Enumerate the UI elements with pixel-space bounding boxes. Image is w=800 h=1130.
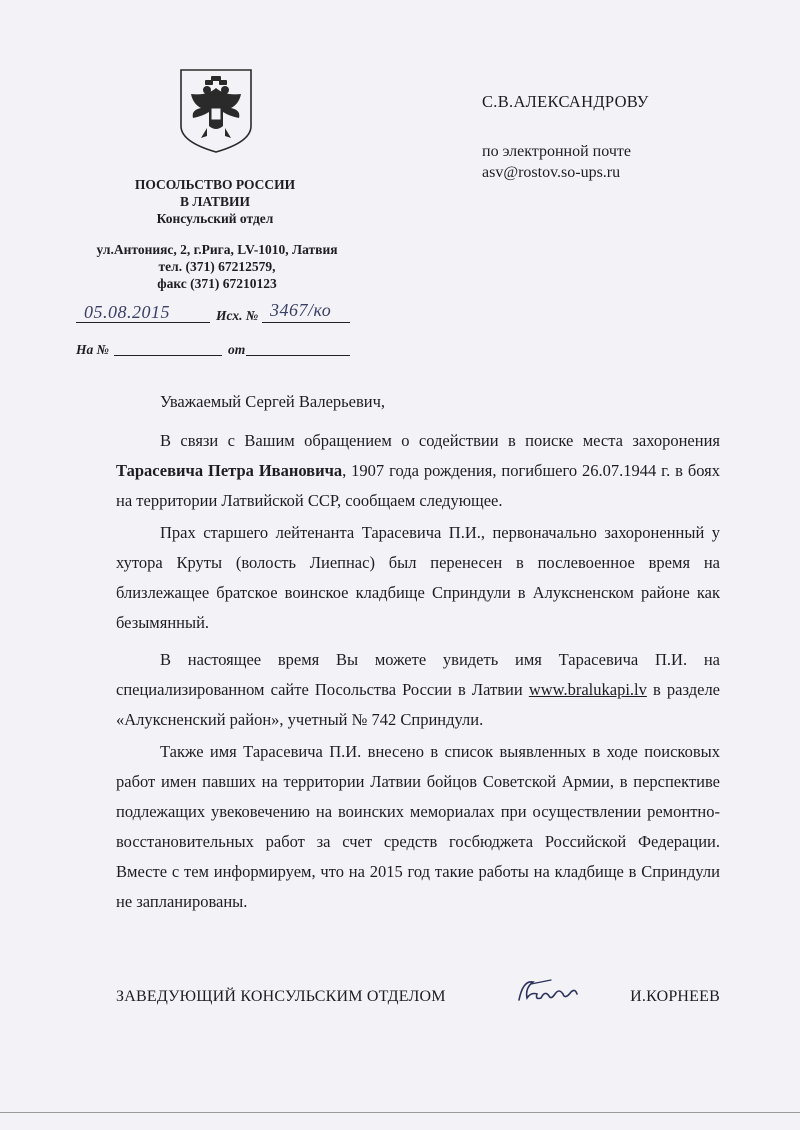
paragraph-2 bbox=[116, 518, 720, 638]
org-line-1: ПОСОЛЬСТВО РОССИИ bbox=[134, 177, 296, 192]
deceased-name: Тарасевича Петра Ивановича bbox=[116, 461, 343, 480]
incoming-number-label: На № bbox=[76, 342, 109, 357]
paragraph-1-text-b: , 1907 года рождения, погибшего 26.07.1944 г. в боях на территории Латвийской ССР, сообщаем следующее. bbox=[116, 461, 720, 510]
sender-organization bbox=[60, 176, 370, 227]
website-link[interactable]: www.bralukapi.lv bbox=[528, 680, 647, 699]
sender-address: ул.Антонияс, 2, г.Рига, LV-1010, Латвия bbox=[96, 242, 338, 257]
org-line-2: В ЛАТВИИ bbox=[179, 194, 250, 209]
signatory-title: ЗАВЕДУЮЩИЙ КОНСУЛЬСКИМ ОТДЕЛОМ bbox=[116, 988, 446, 1005]
paragraph-3 bbox=[116, 645, 720, 735]
paragraph-3-text-b: в разделе «Алуксненский район», учетный № 742 Сприндули. bbox=[116, 680, 720, 729]
sender-fax: факс (371) 67210123 bbox=[157, 276, 277, 291]
signatory-name: И.КОРНЕЕВ bbox=[630, 988, 720, 1005]
russian-coat-of-arms-icon bbox=[177, 68, 255, 154]
outgoing-number-label: Исх. № bbox=[216, 308, 259, 323]
paragraph-1 bbox=[116, 426, 720, 516]
incoming-date-label: от bbox=[228, 342, 246, 357]
outgoing-number: 3467/ко bbox=[270, 300, 332, 320]
handwritten-signature-icon bbox=[511, 974, 581, 1008]
incoming-number-underline bbox=[114, 355, 222, 356]
sender-contacts bbox=[52, 241, 382, 292]
addressee-name: С.В.АЛЕКСАНДРОВУ bbox=[482, 92, 649, 111]
addressee-email: asv@rostov.so-ups.ru bbox=[482, 164, 621, 181]
sender-phone: тел. (371) 67212579, bbox=[158, 259, 276, 274]
paragraph-1-text-a: В связи с Вашим обращением о содействии в поиске места захоронения bbox=[160, 431, 720, 450]
paragraph-3-text-a: В настоящее время Вы можете увидеть имя Тарасевича П.И. на специализированном сайте Посольства России в Латвии bbox=[116, 650, 720, 699]
outgoing-number-underline bbox=[262, 322, 350, 323]
org-line-3: Консульский отдел bbox=[156, 211, 274, 226]
incoming-date-underline bbox=[246, 355, 350, 356]
delivery-method: по электронной почте bbox=[482, 143, 631, 160]
greeting: Уважаемый Сергей Валерьевич, bbox=[160, 392, 386, 411]
addressee-delivery bbox=[482, 141, 631, 183]
page-bottom-edge bbox=[0, 1112, 800, 1113]
paragraph-4-text: Также имя Тарасевича П.И. внесено в список выявленных в ходе поисковых работ имен павших на территории Латвии бойцов Советской Армии, в перспективе подлежащих увековечению на воинских мемориалах при осуществлении ремонтно-восстановительных работ за счет средств госбюджета Российской Федерации. Вместе с тем информируем, что на 2015 год такие работы на кладбище в Сприндули не запланированы. bbox=[116, 742, 720, 911]
paragraph-4 bbox=[116, 737, 720, 917]
letter-date: 05.08.2015 bbox=[84, 302, 170, 322]
paragraph-2-text: Прах старшего лейтенанта Тарасевича П.И., первоначально захороненный у хутора Круты (волость Лиепнас) был перенесен в послевоенное время на близлежащее братское воинское кладбище Сприндули в Алуксненском районе как безымянный. bbox=[116, 523, 720, 632]
